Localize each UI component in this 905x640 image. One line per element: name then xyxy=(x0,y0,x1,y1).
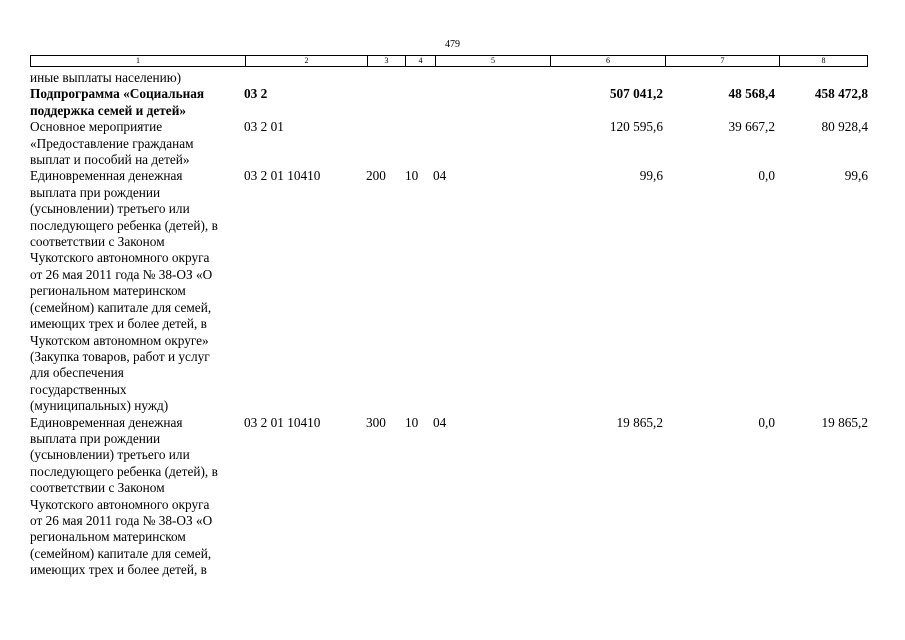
table-row xyxy=(30,86,868,119)
row-sum-total: 99,6 xyxy=(639,168,663,184)
row-code: 03 2 01 10410 xyxy=(244,414,321,430)
column-header-2: 2 xyxy=(245,56,367,66)
row-name-line: «Предоставление гражданам xyxy=(30,135,194,151)
row-name-line: выплата при рождении xyxy=(30,184,161,200)
row-expense-type: 200 xyxy=(366,168,386,184)
row-name xyxy=(30,119,244,168)
row-name-line: (усыновлении) третьего или xyxy=(30,201,190,217)
row-subsection: 04 xyxy=(433,414,447,430)
row-name-line: выплата при рождении xyxy=(30,430,161,446)
row-name-line: от 26 мая 2011 года № 38-ОЗ «О xyxy=(30,512,213,528)
row-name xyxy=(30,168,244,414)
row-name-line: соответствии с Законом xyxy=(30,480,165,496)
column-header-8: 8 xyxy=(779,56,867,66)
row-sum-regional: 458 472,8 xyxy=(814,86,868,102)
row-sum-federal: 48 568,4 xyxy=(728,86,775,102)
row-name-line: последующего ребенка (детей), в xyxy=(30,217,218,233)
row-section: 10 xyxy=(405,414,419,430)
row-sum-regional: 99,6 xyxy=(844,168,868,184)
row-name-line: имеющих трех и более детей, в xyxy=(30,562,207,578)
row-code: 03 2 01 10410 xyxy=(244,168,321,184)
column-header-4: 4 xyxy=(405,56,435,66)
row-name-line: от 26 мая 2011 года № 38-ОЗ «О xyxy=(30,266,213,282)
row-name-line: (Закупка товаров, работ и услуг xyxy=(30,348,210,364)
column-header-7: 7 xyxy=(665,56,779,66)
row-section: 10 xyxy=(405,168,419,184)
row-sum-federal: 0,0 xyxy=(758,414,775,430)
row-name-line: Чукотском автономном округе» xyxy=(30,332,209,348)
row-name-line: (семейном) капитале для семей, xyxy=(30,299,212,315)
column-header-5: 5 xyxy=(435,56,550,66)
row-name-line: региональном материнском xyxy=(30,529,186,545)
row-subsection: 04 xyxy=(433,168,447,184)
row-name-line: последующего ребенка (детей), в xyxy=(30,463,218,479)
row-code: 03 2 01 xyxy=(244,119,284,135)
row-sum-regional: 80 928,4 xyxy=(821,119,868,135)
row-name xyxy=(30,415,244,579)
row-name-line: (семейном) капитале для семей, xyxy=(30,545,212,561)
row-name-line: Чукотского автономного округа xyxy=(30,496,210,512)
table-header xyxy=(30,55,868,67)
row-name-line: Единовременная денежная xyxy=(30,168,183,184)
row-sum-regional: 19 865,2 xyxy=(821,414,868,430)
row-sum-federal: 39 667,2 xyxy=(728,119,775,135)
row-name-line: Основное мероприятие xyxy=(30,119,163,135)
row-name-line: (муниципальных) нужд) xyxy=(30,398,169,414)
row-name-line: Единовременная денежная xyxy=(30,414,183,430)
row-name-line: соответствии с Законом xyxy=(30,234,165,250)
row-name-line: Подпрограмма «Социальная xyxy=(30,86,205,102)
row-sum-federal: 0,0 xyxy=(758,168,775,184)
row-sum-total: 19 865,2 xyxy=(616,414,663,430)
row-name-line: (усыновлении) третьего или xyxy=(30,447,190,463)
column-header-1: 1 xyxy=(136,56,140,65)
row-name-line: выплат и пособий на детей» xyxy=(30,152,190,168)
page-number: 479 xyxy=(445,39,460,50)
table-row xyxy=(30,168,868,414)
budget-table-body xyxy=(30,70,868,579)
table-row xyxy=(30,119,868,168)
row-name xyxy=(30,86,244,119)
row-sum-total: 120 595,6 xyxy=(609,119,663,135)
row-name xyxy=(30,70,244,86)
row-name-line: поддержка семей и детей» xyxy=(30,102,187,118)
row-name-line: иные выплаты населению) xyxy=(30,70,182,85)
row-name-line: имеющих трех и более детей, в xyxy=(30,316,207,332)
row-code: 03 2 xyxy=(244,86,268,102)
row-name-line: региональном материнском xyxy=(30,283,186,299)
column-header-6: 6 xyxy=(550,56,665,66)
row-expense-type: 300 xyxy=(366,414,386,430)
table-row xyxy=(30,415,868,579)
column-header-3: 3 xyxy=(367,56,405,66)
row-name-line: для обеспечения xyxy=(30,365,124,381)
row-name-line: государственных xyxy=(30,381,127,397)
table-row xyxy=(30,70,868,86)
row-name-line: Чукотского автономного округа xyxy=(30,250,210,266)
row-sum-total: 507 041,2 xyxy=(609,86,663,102)
